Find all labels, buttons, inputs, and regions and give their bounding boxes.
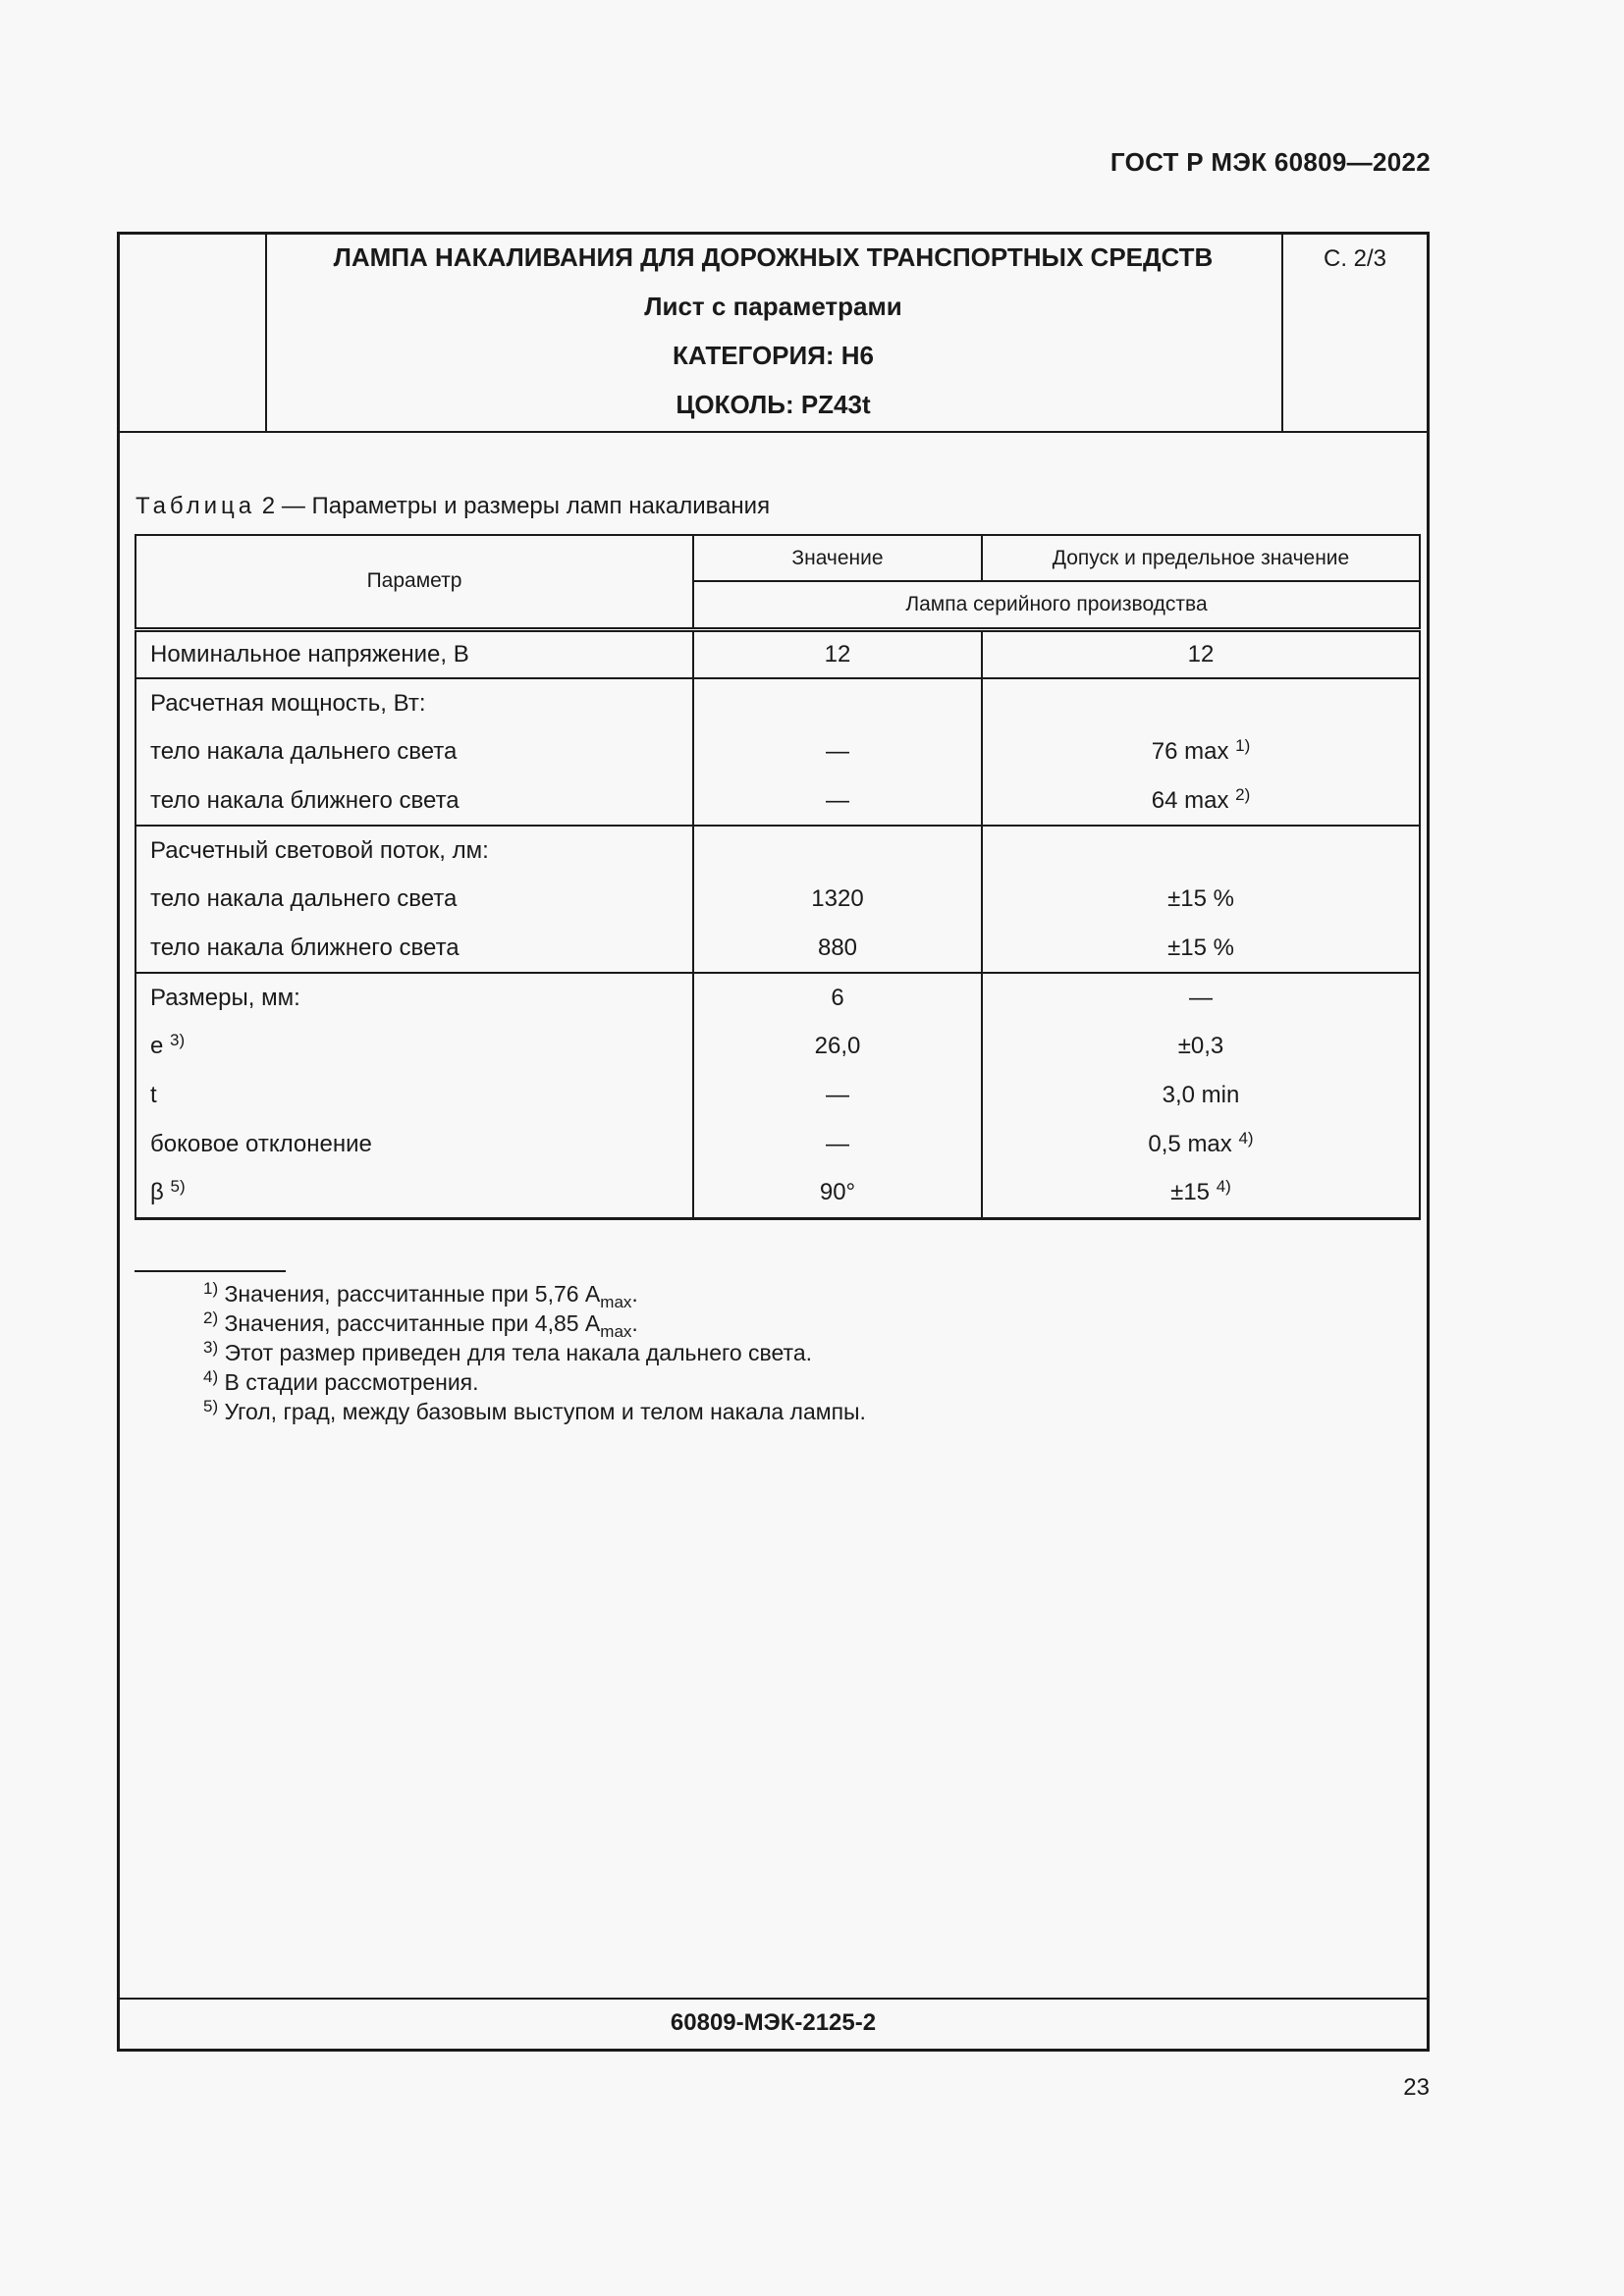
- table-caption-text: — Параметры и размеры ламп накаливания: [281, 493, 771, 519]
- header-value: Значение: [693, 535, 982, 581]
- tolerance-text: 76 max: [1151, 738, 1229, 765]
- footnote-mark: 3): [203, 1338, 219, 1357]
- footnote-mark: 4): [203, 1367, 219, 1386]
- table-row: [135, 727, 1420, 776]
- tolerance-text: 64 max: [1151, 786, 1229, 814]
- table-row: [135, 924, 1420, 973]
- sheet-code: 60809-МЭК-2125-2: [120, 1998, 1427, 2049]
- tolerance-cell: 12: [982, 629, 1420, 678]
- param-cell: тело накала дальнего света: [135, 727, 693, 776]
- footnote-mark: 1): [203, 1279, 219, 1298]
- value-cell: 12: [693, 629, 982, 678]
- value-cell: [693, 826, 982, 875]
- param-cell: Расчетная мощность, Вт:: [135, 678, 693, 727]
- table-row: [135, 826, 1420, 875]
- footnote-item: [203, 1308, 866, 1341]
- table-header-row: [135, 535, 1420, 581]
- header-left-cell: [120, 235, 267, 431]
- value-cell: —: [693, 1071, 982, 1120]
- param-cell: Размеры, мм:: [135, 973, 693, 1022]
- tolerance-cell: [982, 1120, 1420, 1169]
- value-cell: [693, 678, 982, 727]
- footnote-text: В стадии рассмотрения.: [224, 1369, 479, 1395]
- footnote-ref: 4): [1216, 1177, 1231, 1197]
- tolerance-cell: [982, 826, 1420, 875]
- param-cell: Номинальное напряжение, В: [135, 629, 693, 678]
- footnote-ref: 2): [1235, 784, 1251, 804]
- table-caption-number: 2: [261, 493, 276, 519]
- tolerance-cell: 3,0 min: [982, 1071, 1420, 1120]
- footnote-text: Этот размер приведен для тела накала дальнего света.: [224, 1340, 812, 1365]
- footnote-ref: 5): [170, 1177, 186, 1197]
- footnote-ref: 3): [170, 1031, 186, 1049]
- footnote-mark: 5): [203, 1397, 219, 1415]
- tolerance-text: 0,5 max: [1148, 1131, 1232, 1157]
- table-row: [135, 1071, 1420, 1120]
- param-cell: Расчетный световой поток, лм:: [135, 826, 693, 875]
- tolerance-text: ±15: [1170, 1179, 1211, 1206]
- table-row: [135, 875, 1420, 924]
- footnote-subscript: max: [600, 1322, 632, 1341]
- tolerance-cell: [982, 678, 1420, 727]
- param-cell: t: [135, 1071, 693, 1120]
- header-tolerance: Допуск и предельное значение: [982, 535, 1420, 581]
- footnote-item: [203, 1367, 866, 1397]
- footnote-text: Значения, рассчитанные при 5,76 A: [224, 1281, 601, 1307]
- value-cell: —: [693, 776, 982, 826]
- footnote-text: Угол, град, между базовым выступом и телом накала лампы.: [224, 1399, 866, 1424]
- footnote-item: [203, 1397, 866, 1426]
- value-cell: 880: [693, 924, 982, 973]
- footnotes: [203, 1279, 866, 1426]
- table-row: [135, 1169, 1420, 1218]
- table-row: [135, 973, 1420, 1022]
- tolerance-cell: —: [982, 973, 1420, 1022]
- sheet-title: ЛАМПА НАКАЛИВАНИЯ ДЛЯ ДОРОЖНЫХ ТРАНСПОРТНЫХ СРЕДСТВ: [333, 242, 1214, 272]
- table-caption-label: Таблица: [135, 493, 256, 519]
- footnote-end: .: [631, 1310, 638, 1336]
- header-title-block: [267, 235, 1279, 431]
- page-ref: С. 2/3: [1281, 235, 1427, 431]
- footnote-item: [203, 1279, 866, 1311]
- tolerance-cell: [982, 727, 1420, 776]
- value-cell: —: [693, 727, 982, 776]
- tolerance-cell: ±0,3: [982, 1022, 1420, 1071]
- param-cell: [135, 1169, 693, 1218]
- standard-code: ГОСТ Р МЭК 60809—2022: [1110, 147, 1431, 177]
- footnote-text: Значения, рассчитанные при 4,85 A: [224, 1310, 601, 1336]
- sheet-header: [120, 235, 1427, 433]
- param-text: e: [150, 1033, 164, 1059]
- table-row: [135, 629, 1420, 678]
- table-row: [135, 678, 1420, 727]
- header-parameter: Параметр: [135, 535, 693, 629]
- value-cell: 1320: [693, 875, 982, 924]
- param-cell: боковое отклонение: [135, 1120, 693, 1169]
- sheet-category: КАТЕГОРИЯ: H6: [672, 341, 875, 370]
- param-text: β: [150, 1179, 164, 1206]
- footnote-item: [203, 1338, 866, 1367]
- table-row: [135, 1120, 1420, 1169]
- footnote-mark: 2): [203, 1308, 219, 1327]
- param-cell: тело накала дальнего света: [135, 875, 693, 924]
- header-serial-lamp: Лампа серийного производства: [693, 581, 1420, 629]
- sheet-base: ЦОКОЛЬ: PZ43t: [676, 390, 871, 419]
- footnote-divider: [135, 1270, 286, 1272]
- value-cell: 90°: [693, 1169, 982, 1218]
- sheet-subtitle: Лист с параметрами: [644, 292, 902, 321]
- tolerance-cell: ±15 %: [982, 924, 1420, 973]
- parameters-table: [135, 534, 1421, 1220]
- footnote-ref: 4): [1238, 1129, 1254, 1148]
- table-caption: [135, 493, 770, 520]
- value-cell: —: [693, 1120, 982, 1169]
- table-row: [135, 776, 1420, 826]
- footnote-ref: 1): [1235, 736, 1251, 755]
- footnote-subscript: max: [600, 1293, 632, 1311]
- tolerance-cell: ±15 %: [982, 875, 1420, 924]
- value-cell: 26,0: [693, 1022, 982, 1071]
- param-cell: тело накала ближнего света: [135, 924, 693, 973]
- parameter-sheet-frame: [117, 232, 1430, 2052]
- tolerance-cell: [982, 776, 1420, 826]
- tolerance-cell: [982, 1169, 1420, 1218]
- page-number: 23: [1403, 2074, 1430, 2101]
- value-cell: 6: [693, 973, 982, 1022]
- param-cell: [135, 1022, 693, 1071]
- footnote-end: .: [631, 1281, 638, 1307]
- table-row: [135, 1022, 1420, 1071]
- param-cell: тело накала ближнего света: [135, 776, 693, 826]
